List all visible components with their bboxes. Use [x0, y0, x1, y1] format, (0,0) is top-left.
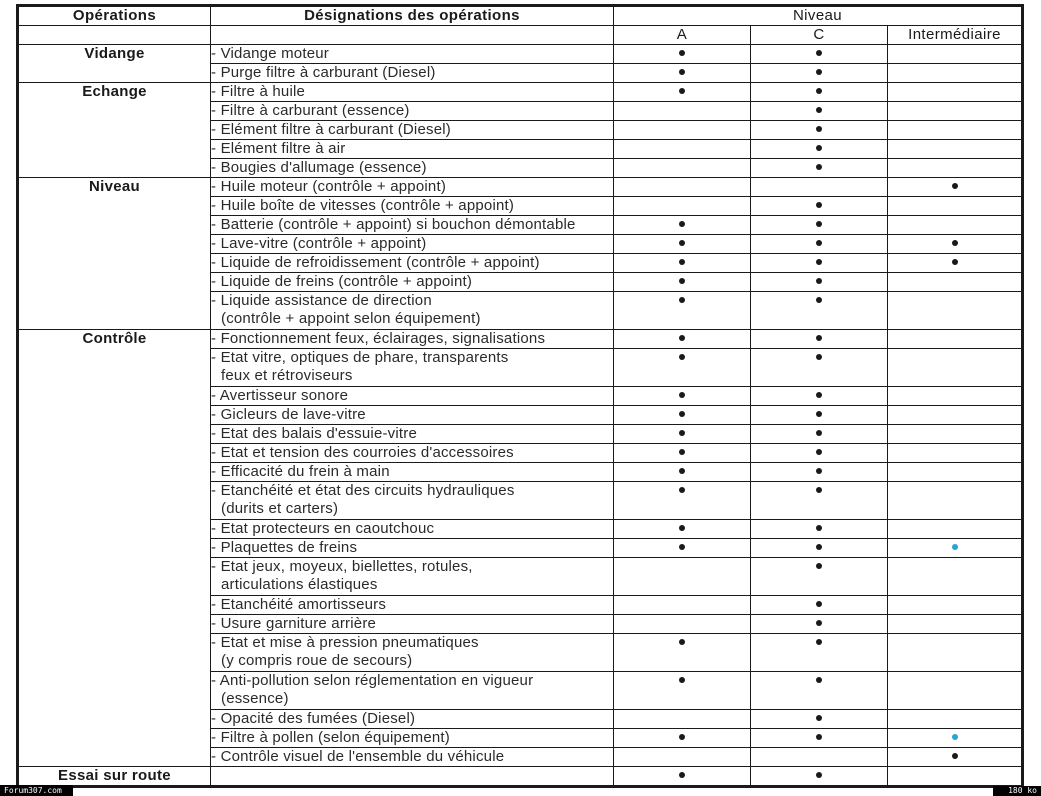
level-cell-c: [751, 520, 888, 539]
level-cell-a: [614, 425, 751, 444]
level-cell-a: [614, 45, 751, 64]
level-cell-a: [614, 140, 751, 159]
level-cell-c: [751, 387, 888, 406]
bullet-icon: [816, 69, 822, 75]
bullet-icon: [816, 392, 822, 398]
designation-text: - Fonctionnement feux, éclairages, signalisations: [211, 330, 546, 347]
designation-cell: [211, 273, 614, 292]
level-cell-i: [888, 159, 1023, 178]
designation-cell: [211, 729, 614, 748]
designation-text: - Etat vitre, optiques de phare, transparents: [211, 349, 509, 366]
designation-cell: [211, 710, 614, 729]
level-cell-c: [751, 558, 888, 596]
bullet-icon: [816, 430, 822, 436]
designation-cell: [211, 425, 614, 444]
bullet-icon: [952, 183, 958, 189]
designation-text: - Batterie (contrôle + appoint) si bouchon démontable: [211, 216, 576, 233]
level-cell-c: [751, 672, 888, 710]
designation-cell: [211, 748, 614, 767]
bullet-icon: [816, 164, 822, 170]
bullet-icon: [679, 772, 685, 778]
bullet-icon: [816, 601, 822, 607]
bullet-icon: [816, 411, 822, 417]
header-col-intermediaire: Intermédiaire: [888, 26, 1023, 45]
maintenance-table: [16, 4, 1024, 788]
level-cell-a: [614, 558, 751, 596]
level-cell-i: [888, 634, 1023, 672]
designation-text: - Huile boîte de vitesses (contrôle + appoint): [211, 197, 515, 214]
level-cell-c: [751, 539, 888, 558]
designation-cell: [211, 406, 614, 425]
designation-cell: [211, 539, 614, 558]
bullet-icon: [679, 50, 685, 56]
designation-text: - Plaquettes de freins: [211, 539, 358, 556]
level-cell-a: [614, 463, 751, 482]
bullet-icon: [679, 392, 685, 398]
designation-text: - Etat et mise à pression pneumatiques: [211, 634, 479, 651]
designation-cell: [211, 216, 614, 235]
operation-group-echange: Echange: [18, 83, 211, 178]
level-cell-c: [751, 83, 888, 102]
bullet-icon: [679, 221, 685, 227]
level-cell-i: [888, 596, 1023, 615]
designation-text: - Opacité des fumées (Diesel): [211, 710, 416, 727]
bullet-icon: [816, 126, 822, 132]
level-cell-c: [751, 292, 888, 330]
designation-cell: [211, 197, 614, 216]
level-cell-c: [751, 425, 888, 444]
level-cell-i: [888, 387, 1023, 406]
designation-text-continued: (y compris roue de secours): [221, 652, 413, 669]
level-cell-i: [888, 425, 1023, 444]
operation-group-essai: Essai sur route: [18, 767, 211, 787]
level-cell-i: [888, 330, 1023, 349]
bullet-icon: [816, 715, 822, 721]
level-cell-i: [888, 273, 1023, 292]
designation-text: - Filtre à huile: [211, 83, 306, 100]
bullet-icon: [816, 639, 822, 645]
level-cell-a: [614, 83, 751, 102]
level-cell-c: [751, 615, 888, 634]
designation-text: - Etanchéité amortisseurs: [211, 596, 387, 613]
designation-cell: [211, 292, 614, 330]
bullet-icon: [816, 354, 822, 360]
level-cell-a: [614, 349, 751, 387]
level-cell-i: [888, 235, 1023, 254]
level-cell-i: [888, 406, 1023, 425]
designation-text: - Anti-pollution selon réglementation en vigueur: [211, 672, 534, 689]
designation-cell: [211, 178, 614, 197]
level-cell-i: [888, 729, 1023, 748]
bullet-highlight-icon: [952, 544, 958, 550]
designation-text-continued: feux et rétroviseurs: [221, 367, 353, 384]
bullet-icon: [679, 240, 685, 246]
level-cell-i: [888, 748, 1023, 767]
bullet-icon: [816, 487, 822, 493]
designation-text: - Bougies d'allumage (essence): [211, 159, 427, 176]
bullet-icon: [816, 734, 822, 740]
bullet-icon: [816, 107, 822, 113]
level-cell-i: [888, 102, 1023, 121]
bullet-icon: [816, 468, 822, 474]
bullet-icon: [952, 753, 958, 759]
header-niveau: Niveau: [614, 6, 1023, 26]
level-cell-c: [751, 596, 888, 615]
level-cell-i: [888, 444, 1023, 463]
level-cell-i: [888, 539, 1023, 558]
level-cell-c: [751, 254, 888, 273]
bullet-icon: [679, 487, 685, 493]
designation-text-continued: (essence): [221, 690, 289, 707]
designation-text: - Contrôle visuel de l'ensemble du véhicule: [211, 748, 505, 765]
level-cell-a: [614, 767, 751, 787]
level-cell-c: [751, 767, 888, 787]
level-cell-a: [614, 729, 751, 748]
level-cell-c: [751, 159, 888, 178]
designation-cell: [211, 520, 614, 539]
bullet-icon: [679, 335, 685, 341]
designation-cell: [211, 45, 614, 64]
level-cell-a: [614, 330, 751, 349]
bullet-icon: [679, 69, 685, 75]
level-cell-a: [614, 539, 751, 558]
designation-text: - Usure garniture arrière: [211, 615, 377, 632]
designation-text: - Avertisseur sonore: [211, 387, 349, 404]
designation-text: - Lave-vitre (contrôle + appoint): [211, 235, 427, 252]
file-size-badge: 180 ko: [993, 786, 1041, 796]
bullet-icon: [952, 259, 958, 265]
bullet-icon: [679, 525, 685, 531]
level-cell-c: [751, 482, 888, 520]
table-row: [18, 45, 1023, 64]
bullet-icon: [816, 240, 822, 246]
designation-text: - Liquide de refroidissement (contrôle + appoint): [211, 254, 540, 271]
designation-text: - Liquide assistance de direction: [211, 292, 432, 309]
level-cell-a: [614, 444, 751, 463]
level-cell-i: [888, 121, 1023, 140]
level-cell-c: [751, 121, 888, 140]
designation-cell: [211, 558, 614, 596]
level-cell-c: [751, 634, 888, 672]
designation-cell: [211, 482, 614, 520]
designation-cell: [211, 159, 614, 178]
operation-group-niveau: Niveau: [18, 178, 211, 330]
bullet-icon: [679, 449, 685, 455]
designation-text: - Filtre à pollen (selon équipement): [211, 729, 450, 746]
designation-text: - Elément filtre à air: [211, 140, 346, 157]
bullet-icon: [679, 430, 685, 436]
level-cell-a: [614, 615, 751, 634]
level-cell-c: [751, 330, 888, 349]
level-cell-a: [614, 596, 751, 615]
level-cell-c: [751, 178, 888, 197]
designation-text: - Etat jeux, moyeux, biellettes, rotules,: [211, 558, 473, 575]
level-cell-a: [614, 64, 751, 83]
level-cell-a: [614, 159, 751, 178]
designation-text-continued: (durits et carters): [221, 500, 339, 517]
bullet-icon: [679, 278, 685, 284]
level-cell-i: [888, 178, 1023, 197]
designation-cell: [211, 64, 614, 83]
bullet-icon: [679, 734, 685, 740]
level-cell-a: [614, 710, 751, 729]
level-cell-a: [614, 254, 751, 273]
level-cell-i: [888, 292, 1023, 330]
level-cell-a: [614, 406, 751, 425]
level-cell-a: [614, 387, 751, 406]
table-row: [18, 767, 1023, 787]
header-col-a: A: [614, 26, 751, 45]
bullet-icon: [816, 677, 822, 683]
operation-group-vidange: Vidange: [18, 45, 211, 83]
bullet-highlight-icon: [952, 734, 958, 740]
designation-text: - Etat protecteurs en caoutchouc: [211, 520, 435, 537]
operation-group-controle: Contrôle: [18, 330, 211, 767]
level-cell-a: [614, 672, 751, 710]
level-cell-i: [888, 558, 1023, 596]
level-cell-i: [888, 349, 1023, 387]
level-cell-c: [751, 463, 888, 482]
level-cell-c: [751, 748, 888, 767]
level-cell-c: [751, 45, 888, 64]
designation-cell: [211, 349, 614, 387]
level-cell-i: [888, 520, 1023, 539]
designation-cell: [211, 254, 614, 273]
bullet-icon: [816, 544, 822, 550]
designation-cell: [211, 596, 614, 615]
level-cell-c: [751, 273, 888, 292]
table-row: [18, 83, 1023, 102]
designation-cell: [211, 615, 614, 634]
bullet-icon: [816, 259, 822, 265]
designation-cell: [211, 634, 614, 672]
designation-text: - Purge filtre à carburant (Diesel): [211, 64, 436, 81]
designation-text-continued: articulations élastiques: [221, 576, 378, 593]
designation-text: - Etat des balais d'essuie-vitre: [211, 425, 418, 442]
designation-text: - Gicleurs de lave-vitre: [211, 406, 366, 423]
level-cell-a: [614, 292, 751, 330]
level-cell-i: [888, 140, 1023, 159]
level-cell-c: [751, 216, 888, 235]
level-cell-i: [888, 672, 1023, 710]
designation-cell: [211, 767, 614, 787]
level-cell-i: [888, 710, 1023, 729]
designation-text: - Elément filtre à carburant (Diesel): [211, 121, 451, 138]
level-cell-a: [614, 121, 751, 140]
designation-cell: [211, 235, 614, 254]
level-cell-a: [614, 178, 751, 197]
bullet-icon: [816, 772, 822, 778]
level-cell-i: [888, 64, 1023, 83]
bullet-icon: [816, 335, 822, 341]
level-cell-a: [614, 216, 751, 235]
level-cell-i: [888, 216, 1023, 235]
level-cell-a: [614, 102, 751, 121]
designation-cell: [211, 444, 614, 463]
bullet-icon: [679, 411, 685, 417]
level-cell-c: [751, 197, 888, 216]
designation-cell: [211, 330, 614, 349]
level-cell-i: [888, 197, 1023, 216]
level-cell-a: [614, 235, 751, 254]
level-cell-c: [751, 140, 888, 159]
level-cell-a: [614, 748, 751, 767]
bullet-icon: [816, 88, 822, 94]
level-cell-c: [751, 710, 888, 729]
designation-text: - Filtre à carburant (essence): [211, 102, 410, 119]
designation-cell: [211, 140, 614, 159]
bullet-icon: [816, 563, 822, 569]
level-cell-i: [888, 83, 1023, 102]
bullet-icon: [816, 297, 822, 303]
level-cell-a: [614, 273, 751, 292]
level-cell-a: [614, 634, 751, 672]
designation-text: - Efficacité du frein à main: [211, 463, 390, 480]
bullet-icon: [679, 677, 685, 683]
designation-text: - Vidange moteur: [211, 45, 329, 62]
bullet-icon: [679, 297, 685, 303]
table-row: [18, 330, 1023, 349]
designation-cell: [211, 387, 614, 406]
level-cell-a: [614, 482, 751, 520]
designation-cell: [211, 672, 614, 710]
level-cell-c: [751, 102, 888, 121]
header-operations: Opérations: [18, 6, 211, 26]
level-cell-i: [888, 463, 1023, 482]
bullet-icon: [816, 278, 822, 284]
designation-text-continued: (contrôle + appoint selon équipement): [221, 310, 481, 327]
level-cell-i: [888, 482, 1023, 520]
level-cell-i: [888, 767, 1023, 787]
designation-cell: [211, 102, 614, 121]
bullet-icon: [816, 221, 822, 227]
bullet-icon: [816, 145, 822, 151]
bullet-icon: [679, 88, 685, 94]
designation-text: - Huile moteur (contrôle + appoint): [211, 178, 447, 195]
header-col-c: C: [751, 26, 888, 45]
header-blank-2: [211, 26, 614, 45]
bullet-icon: [679, 544, 685, 550]
designation-cell: [211, 83, 614, 102]
designation-text: - Etanchéité et état des circuits hydrauliques: [211, 482, 515, 499]
bullet-icon: [679, 354, 685, 360]
level-cell-c: [751, 729, 888, 748]
bullet-icon: [816, 449, 822, 455]
level-cell-c: [751, 349, 888, 387]
bullet-icon: [816, 620, 822, 626]
bullet-icon: [816, 50, 822, 56]
designation-text: - Liquide de freins (contrôle + appoint): [211, 273, 473, 290]
level-cell-c: [751, 235, 888, 254]
site-watermark: Forum307.com: [0, 785, 73, 796]
level-cell-c: [751, 406, 888, 425]
level-cell-i: [888, 45, 1023, 64]
level-cell-i: [888, 254, 1023, 273]
bullet-icon: [679, 468, 685, 474]
bullet-icon: [816, 202, 822, 208]
table-body: [18, 45, 1023, 787]
table-row: [18, 178, 1023, 197]
bullet-icon: [816, 525, 822, 531]
level-cell-i: [888, 615, 1023, 634]
header-blank-1: [18, 26, 211, 45]
designation-cell: [211, 463, 614, 482]
level-cell-c: [751, 64, 888, 83]
level-cell-a: [614, 197, 751, 216]
bullet-icon: [679, 259, 685, 265]
level-cell-a: [614, 520, 751, 539]
designation-cell: [211, 121, 614, 140]
header-designations: Désignations des opérations: [211, 6, 614, 26]
bullet-icon: [952, 240, 958, 246]
level-cell-c: [751, 444, 888, 463]
designation-text: - Etat et tension des courroies d'accessoires: [211, 444, 514, 461]
bullet-icon: [679, 639, 685, 645]
